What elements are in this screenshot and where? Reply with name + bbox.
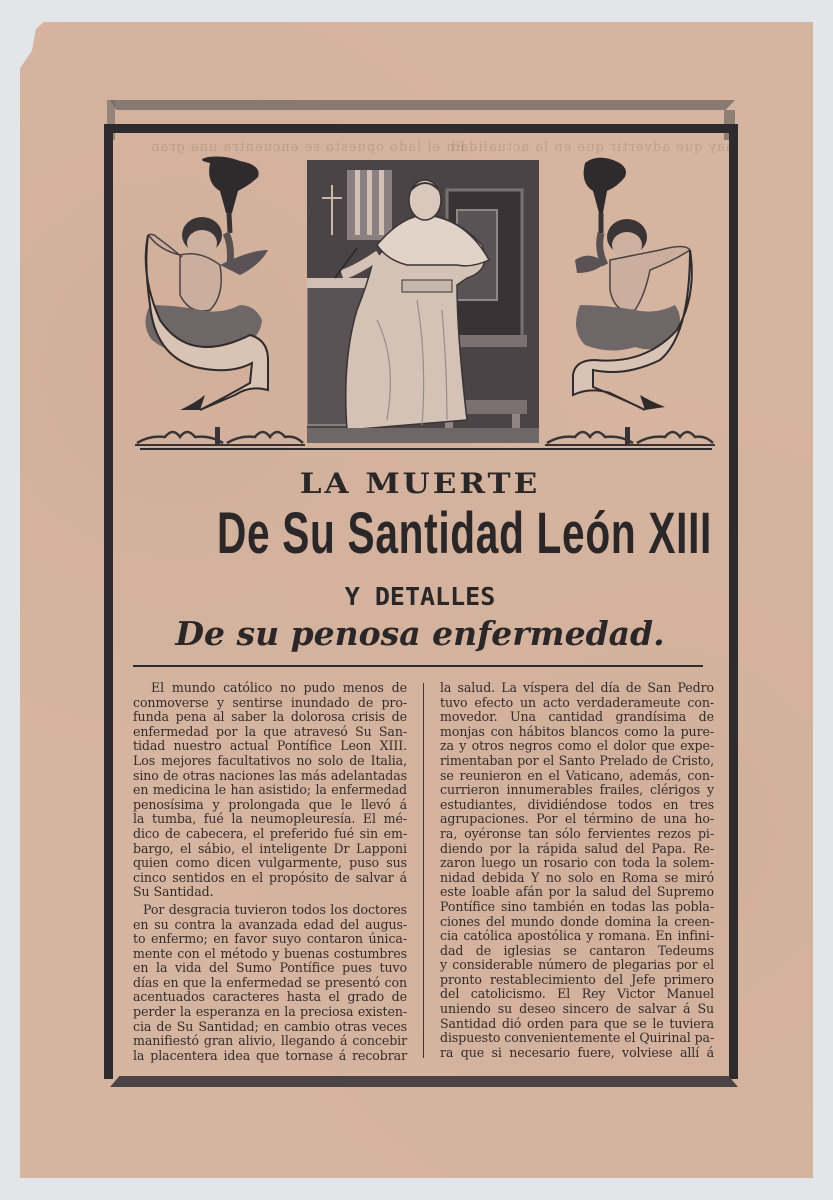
paragraph: El mundo católico no pudo menos de conmoverse y sentirse inundado de pro- funda pena al saber la dolorosa crisis de enfermedad por la que atravesó Su San- tidad nuestro actual Pontífice Leon XIII. Los mejores facultativos no solo de Italia, sino de otras naciones las más adelantadas en medicina le han asistido; la enfermedad penosísima y prolongada que le llevó á la tumba, fué la neumopleuresía. El mé- dico de cabecera, el preferido fué sin em- bargo, el sábio, el inteligente Dr Lapponi quien como dicen vulgarmente, puso sus cinco sentidos en el propósito de salvar á Su Santidad. (133, 680, 407, 900)
frame-shadow-top (110, 100, 735, 110)
pope-portrait (307, 160, 539, 443)
ornament-left (135, 425, 305, 447)
headline-penosa-enfermedad: De su penosa enfermedad. (175, 614, 665, 653)
showthrough-text-left: En el lado opuesto se encuentra una gran (150, 140, 466, 155)
cherub-illustration-left (140, 155, 280, 415)
cherub-illustration-right (565, 155, 705, 415)
article-column-right (440, 681, 714, 1060)
headline-la-muerte: LA MUERTE (299, 467, 541, 501)
paragraph: Por desgracia tuvieron todos los doctores en su contra la avanzada edad del augus- to enfermo; en favor suyo contaron única- mente con el método y buenas costumbres en la vida del Sumo Pontífice pues tuvo días en que la enfermedad se presentó con acentuados caracteres hasta el grado de perder la esperanza en la preciosa existen- cia de Su Santidad; en cambio otras veces manifiestó gran alivio, llegando á concebir la placentera idea que tornase á recobrar (133, 901, 407, 1063)
ornament-right (545, 425, 715, 447)
column-divider (423, 683, 424, 1058)
headline-y-detalles: Y DETALLES (344, 582, 496, 611)
showthrough-text-right: hay que advertir que en la actualidad (450, 140, 735, 155)
article-column-left (133, 681, 407, 1063)
paragraph: la salud. La víspera del día de San Pedro tuvo efecto un acto verdaderameute con- movedor. Una cantidad grandísima de monjas con hábitos blancos como la pure- za y otros negros como el dolor que expe- rimentaban por el Santo Prelado de Cristo, se reunieron en el Vaticano, además, con- currieron innumerables frailes, clérigos y estudiantes, dividiéndose todos en tres agrupaciones. Por el término de una ho- ra, oyéronse tan sólo fervientes rezos pi- diendo por la rápida salud del Papa. Re- zaron luego un rosario con toda la solem- nidad debida Y no solo en Roma se miró este loable afán por la salud del Supremo Pontífice sino también en todas las pobla- ciones del mundo donde domina la creen- cia católica apostólica y romana. En infini- dad de iglesias se cantaron Tedeums y considerable número de plegarias por el pronto restablecimiento del Jefe primero del catolicismo. El Rey Victor Manuel uniendo su deseo sincero de salvar á Su Santidad dió orden para que se le tuviera dispuesto convenientemente el Quirinal pa- ra que si necesario fuere, volviese allí á (440, 680, 715, 1060)
headline-leon-xiii: De Su Santidad León XIII (217, 501, 713, 566)
rule-under-illustrations (140, 448, 712, 450)
rule-under-headline (133, 665, 703, 667)
frame-bottom-bar (110, 1076, 738, 1087)
